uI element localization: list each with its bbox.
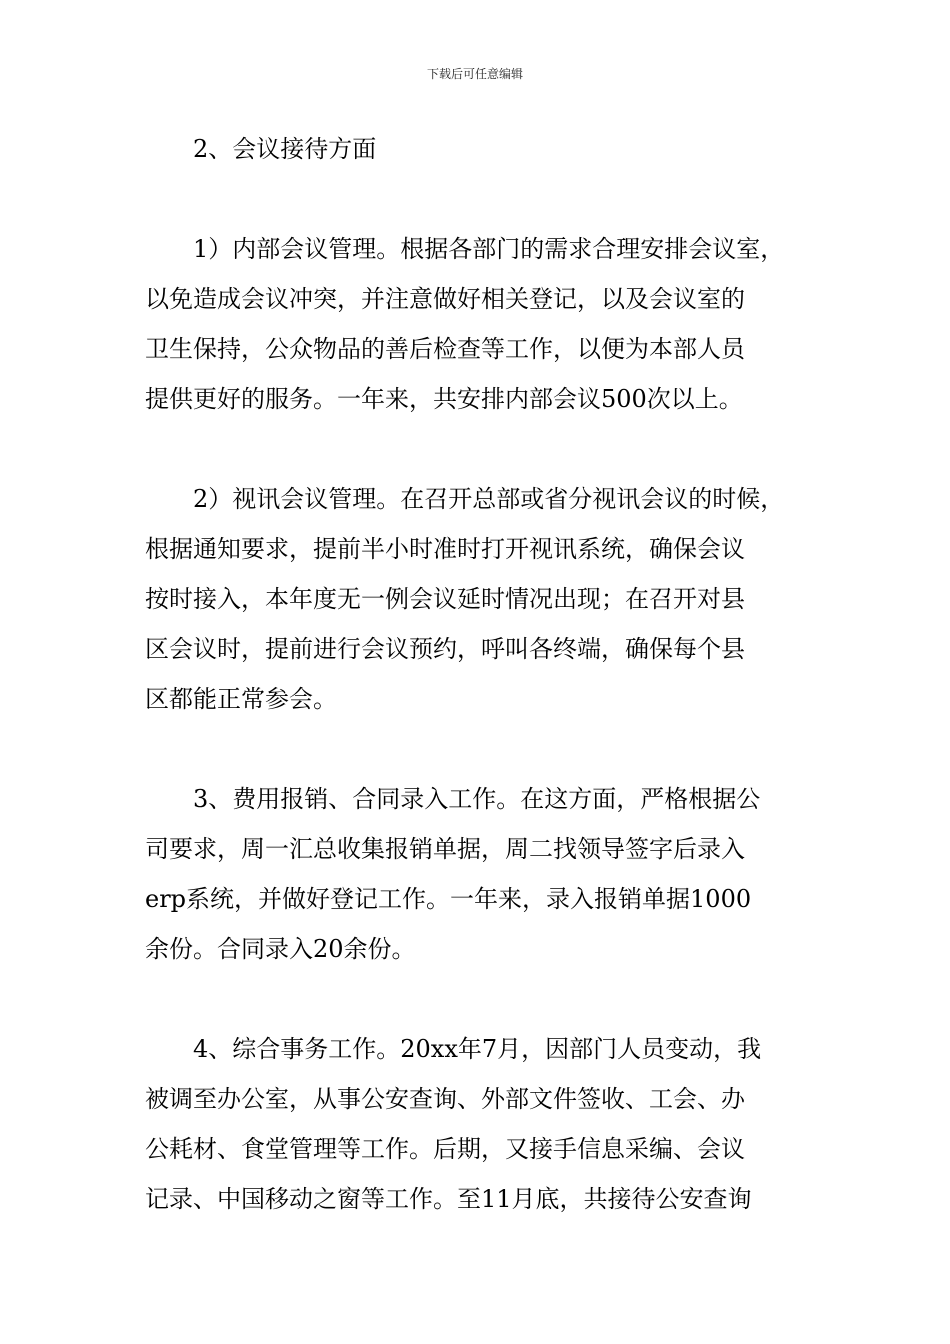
paragraph-line: 1）内部会议管理。根据各部门的需求合理安排会议室， [193,235,785,263]
paragraph-line: 余份。合同录入20余份。 [145,935,416,963]
paragraph-general-affairs [145,1024,810,1224]
paragraph-expense-contracts [145,774,810,974]
paragraph-line: 被调至办公室，从事公安查询、外部文件签收、工会、办 [145,1085,745,1113]
paragraph-internal-meetings [145,224,810,424]
paragraph-line: 以免造成会议冲突，并注意做好相关登记，以及会议室的 [145,285,745,313]
paragraph-line: erp系统，并做好登记工作。一年来，录入报销单据1000 [145,885,752,913]
paragraph-line: 4、综合事务工作。20xx年7月，因部门人员变动，我 [193,1035,762,1063]
paragraph-line: 根据通知要求，提前半小时准时打开视讯系统，确保会议 [145,535,745,563]
paragraph-line: 司要求，周一汇总收集报销单据，周二找领导签字后录入 [145,835,745,863]
paragraph-line: 按时接入，本年度无一例会议延时情况出现；在召开对县 [145,585,745,613]
document-body [145,124,810,1274]
paragraph-line: 区会议时，提前进行会议预约，呼叫各终端，确保每个县 [145,635,745,663]
paragraph-line: 2）视讯会议管理。在召开总部或省分视讯会议的时候， [193,485,785,513]
paragraph-line: 记录、中国移动之窗等工作。至11月底，共接待公安查询 [145,1185,752,1213]
page-header-note: 下载后可任意编辑 [426,67,523,81]
paragraph-line: 区都能正常参会。 [145,685,337,713]
section-heading: 2、会议接待方面 [193,135,377,163]
paragraph-video-meetings [145,474,810,724]
paragraph-line: 公耗材、食堂管理等工作。后期，又接手信息采编、会议 [145,1135,745,1163]
paragraph-line: 提供更好的服务。一年来，共安排内部会议500次以上。 [145,385,743,413]
paragraph-line: 卫生保持，公众物品的善后检查等工作，以便为本部人员 [145,335,745,363]
paragraph-line: 3、费用报销、合同录入工作。在这方面，严格根据公 [193,785,761,813]
